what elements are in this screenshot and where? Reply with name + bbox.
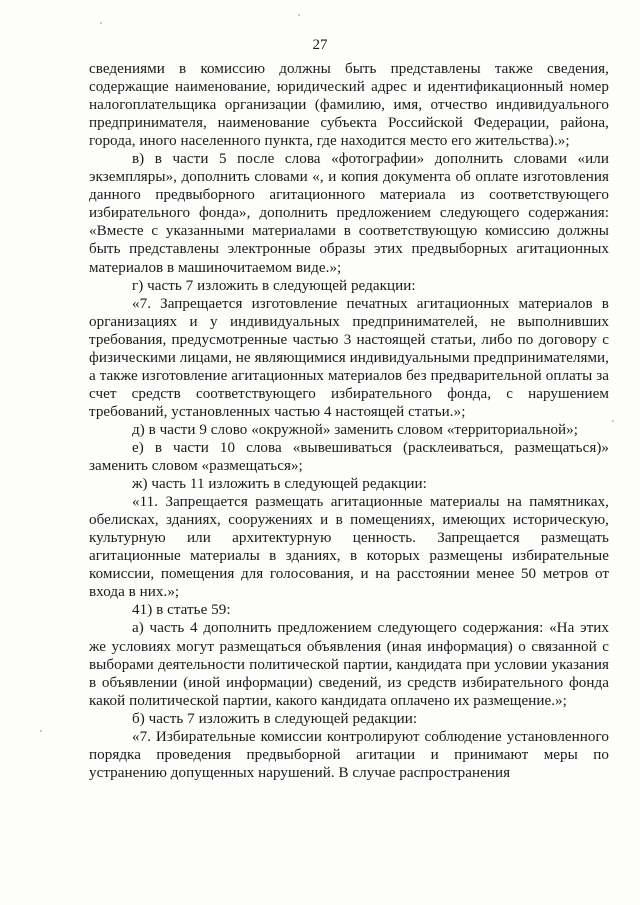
paragraph-item-zh: ж) часть 11 изложить в следующей редакции: (132, 476, 427, 493)
paragraph-part-7-new-text: «7. Избирательные комиссии контролируют соблюдение установленного порядка проведения предвыборной агитации и принимают меры по устранению допущенных нарушений. В случае распространения (89, 728, 609, 781)
paragraph-item-a: а) часть 4 дополнить предложением следующего содержания: «На этих же условиях могут размещаться объявления (иная информация) о связанной с выборами деятельности политической партии, кандидата при условии указания в объявлении (иной информации) сведений, из средств избирательного фонда какой политической партии, какого кандидата оплачено их размещение.»; (89, 620, 609, 709)
paragraph-item-d: д) в части 9 слово «окружной» заменить словом «территориальной»; (132, 421, 579, 438)
paragraph-item-41: 41) в статье 59: (132, 602, 231, 619)
scan-speck (100, 22, 102, 24)
paragraph-part-11-text: «11. Запрещается размещать агитационные материалы на памятниках, обелисках, зданиях, сооружениях и в помещениях, имеющих историческую, культурную или архитектурную ценность. Запрещается размещать агитационные материалы в зданиях, в которых размещены избирательные комиссии, помещения для голосования, и на расстоянии менее 50 метров от входа в них.»; (89, 494, 609, 601)
paragraph-part-7-text: «7. Запрещается изготовление печатных агитационных материалов в организациях и у индивидуальных предпринимателей, не выполнивших требования, предусмотренные частью 3 настоящей статьи, либо по договору с физическими лицами, не являющимися индивидуальными предпринимателями, а также изготовление агитационных материалов без предварительной оплаты за счет средств соответствующего избирательного фонда, с нарушением требований, установленных частью 4 настоящей статьи.»; (89, 295, 609, 420)
paragraph-item-v: в) в части 5 после слова «фотографии» дополнить словами «или экземпляры», дополнить словами «, и копия документа об оплате изготовления данного предвыборного агитационного материала из соответствующего избирательного фонда», дополнить предложением следующего содержания: «Вместе с указанными материалами в соответствующую комиссию должны быть представлены электронные образы этих предвыборных агитационных материалов в машиночитаемом виде.»; (89, 151, 609, 276)
scan-speck (612, 420, 614, 422)
paragraph-item-b: б) часть 7 изложить в следующей редакции: (132, 710, 418, 727)
paragraph-continuation: сведениями в комиссию должны быть представлены также сведения, содержащие наименование, юридический адрес и идентификационный номер налогоплательщика организации (фамилию, имя, отчество индивидуального предпринимателя, наименование субъекта Российской Федерации, района, города, иного населенного пункта, где находится место его жительства).»; (89, 61, 609, 150)
scan-speck (40, 730, 42, 732)
page-number: 27 (312, 37, 328, 53)
paragraph-item-g: г) часть 7 изложить в следующей редакции: (132, 277, 416, 294)
scan-speck (298, 14, 300, 16)
document-body (89, 60, 609, 782)
paragraph-item-e: е) в части 10 слова «вывешиваться (расклеиваться, размещаться)» заменить словом «размещаться»; (89, 439, 609, 475)
